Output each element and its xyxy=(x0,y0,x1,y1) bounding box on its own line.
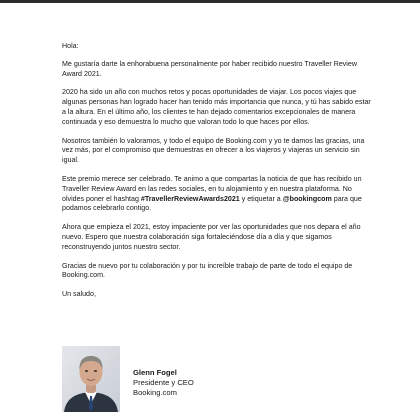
letter-paragraph-6: Gracias de nuevo por tu colaboración y por tu increíble trabajo de parte de todo el equipo de Booking.com. xyxy=(62,261,353,280)
handle-text: @bookingcom xyxy=(282,194,332,203)
ceo-portrait-photo xyxy=(62,346,120,412)
portrait-icon xyxy=(62,346,120,412)
signature-text xyxy=(133,368,194,398)
letter-closing: Un saludo, xyxy=(62,290,96,299)
hashtag-text: #TravellerReviewAwards2021 xyxy=(140,194,240,203)
signatory-company: Booking.com xyxy=(133,388,177,397)
letter-greeting: Hola: xyxy=(62,42,79,50)
signature-block xyxy=(62,346,382,412)
letter-body xyxy=(62,42,372,309)
letter-paragraph-1: Me gustaría darte la enhorabuena personalmente por haber recibido nuestro Traveller Review Award 2021. xyxy=(62,59,357,78)
signatory-title: Presidente y CEO xyxy=(133,378,194,387)
signatory-name: Glenn Fogel xyxy=(133,368,177,377)
letter-paragraph-2: 2020 ha sido un año con muchos retos y pocas oportunidades de viajar. Los pocos viajes que algunas personas han logrado hacer han tenido más importancia que nunca, y tú has sabido estar a la altura. En el último año, los clientes te han dejado comentarios excepcionales de manera continuada y eso demuestra lo mucho que valoran todo lo que haces por ellos. xyxy=(62,88,371,126)
letter-paragraph-5: Ahora que empieza el 2021, estoy impaciente por ver las oportunidades que nos depara el año nuevo. Espero que nuestra colaboración siga fortaleciéndose día a día y que sigamos reconstruyendo juntos nuestro sector. xyxy=(62,223,361,251)
letter-paragraph-4 xyxy=(62,175,372,214)
paragraph-4-text-c: para que podamos celebrarlo contigo. xyxy=(62,194,362,213)
paragraph-4-text-b: y etiquetar a xyxy=(239,194,283,203)
top-rule xyxy=(0,0,420,3)
paragraph-4-text-a: Este premio merece ser celebrado. Te animo a que compartas la noticia de que has recibido un Traveller Review Award en las redes sociales, en tu alojamiento y en nuestra plataforma. No olvides poner el hashtag xyxy=(62,174,362,203)
letter-paragraph-3: Nosotros también lo valoramos, y todo el equipo de Booking.com y yo te damos las gracias, una vez más, por el compromiso que demuestras en ofrecer a los viajeros y viajeras un servicio sin igual. xyxy=(62,136,365,165)
